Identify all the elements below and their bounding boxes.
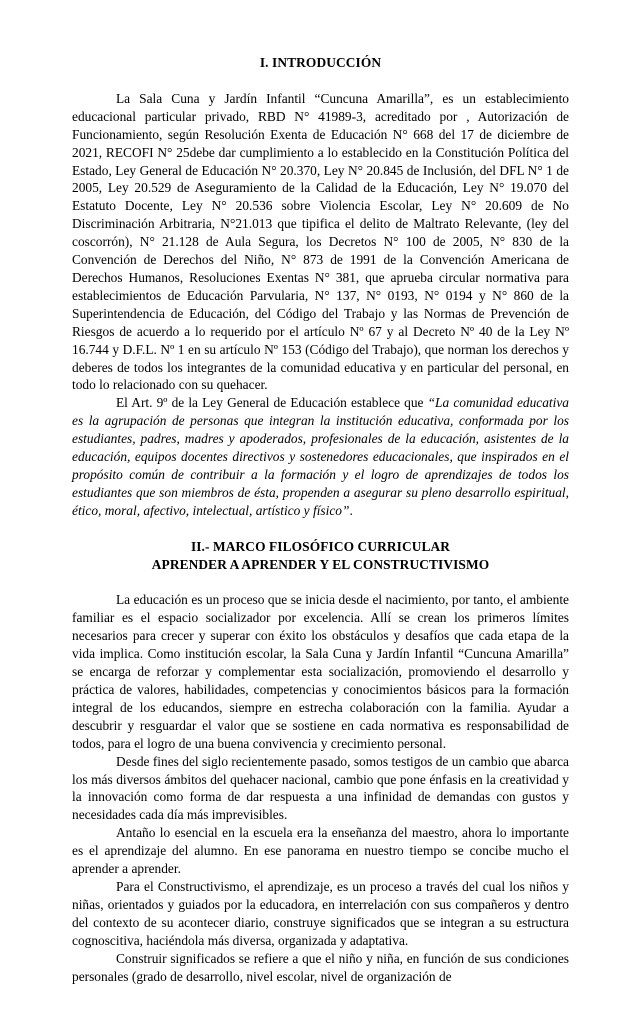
intro-paragraph-2-quote: “La comunidad educativa es la agrupación de personas que integran la institución educativa, conformada por los estudiantes, padres, madres y apoderados, profesionales de la educación, asistentes de la educación, equipos docentes directivos y sostenedores educacionales, que inspirados en el propósito común de contribuir a la formación y el logro de aprendizajes de todos los estudiantes que son miembros de ésta, propenden a asegurar su pleno desarrollo espiritual, ético, moral, afectivo, intelectual, artístico y físico”: [72, 395, 570, 518]
marco-paragraph-1: La educación es un proceso que se inicia desde el nacimiento, por tanto, el ambiente familiar es el espacio socializador por excelencia. Allí se crean los primeros límites necesarios para crecer y superar con éxito los obstáculos y desafíos que cada etapa de la vida implica. Como institución escolar, la Sala Cuna y Jardín Infantil “Cuncuna Amarilla” se encarga de reforzar y complementar esta socialización, promoviendo el desarrollo y práctica de valores, habilidades, competencias y conocimientos básicos para la formación integral de los educandos, siempre en estrecha colaboración con la familia. Ayudar a descubrir y resguardar el valor que se sostiene en cada normativa es responsabilidad de todos, para el logro de una buena convivencia y crecimiento personal.: [72, 592, 569, 751]
document-page: [72, 54, 569, 985]
marco-paragraph-2: Desde fines del siglo recientemente pasado, somos testigos de un cambio que abarca los más diversos ámbitos del quehacer nacional, cambio que pone énfasis en la creatividad y la innovación como forma de dar respuesta a una infinidad de demandas con gustos y necesidades cada día más imprevisibles.: [72, 753, 569, 823]
section-subtitle-constructivismo: APRENDER A APRENDER Y EL CONSTRUCTIVISMO: [151, 556, 490, 572]
section-marco-filosofico: [72, 538, 569, 986]
intro-paragraph-2-lead: El Art. 9º de la Ley General de Educación establece que: [116, 395, 428, 411]
intro-paragraph-2: [72, 394, 569, 519]
section-title-introduccion: I. INTRODUCCIÓN: [259, 55, 382, 70]
section-title-marco: II.- MARCO FILOSÓFICO CURRICULAR: [190, 538, 451, 554]
intro-paragraph-1: La Sala Cuna y Jardín Infantil “Cuncuna Amarilla”, es un establecimiento educacional particular privado, RBD N° 41989-3, acreditado por , Autorización de Funcionamiento, según Resolución Exenta de Educación N° 668 del 17 de diciembre de 2021, RECOFI N° 25debe dar cumplimiento a lo establecido en la Constitución Política del Estado, Ley General de Educación N° 20.370, Ley N° 20.845 de Inclusión, del DFL N° 1 de 2005, Ley 20.529 de Aseguramiento de la Calidad de la Educación, Ley N° 19.070 del Estatuto Docente, Ley N° 20.536 sobre Violencia Escolar, Ley N° 20.609 de No Discriminación Arbitraria, N°21.013 que tipifica el delito de Maltrato Relevante, (ley del coscorrón), N° 21.128 de Aula Segura, los Decretos N° 100 de 2005, N° 830 de la Convención de Derechos del Niño, N° 873 de 1991 de la Convención Americana de Derechos Humanos, Resoluciones Exentas N° 381, que aprueba circular normativa para establecimientos de Educación Parvularia, N° 137, N° 0193, N° 0194 y N° 860 de la Superintendencia de Educación, del Código del Trabajo y las Normas de Prevención de Riesgos de acuerdo a lo requerido por el artículo Nº 67 y al Decreto Nº 40 de la Ley Nº 16.744 y D.F.L. Nº 1 en su artículo Nº 153 (Código del Trabajo), que norman los derechos y deberes de todos los integrantes de la comunidad educativa y en particular del personal, en todo lo relacionado con su quehacer.: [72, 90, 569, 393]
marco-paragraph-5: Construir significados se refiere a que el niño y niña, en función de sus condiciones personales (grado de desarrollo, nivel escolar, nivel de organización de: [72, 950, 569, 984]
marco-paragraph-4: Para el Constructivismo, el aprendizaje, es un proceso a través del cual los niños y niñas, orientados y guiados por la educadora, en interrelación con sus compañeros y dentro del contexto de su acontecer diario, construye significados que se integran a su estructura cognoscitiva, haciéndola más diversa, organizada y adaptativa.: [72, 878, 569, 948]
marco-paragraph-3: Antaño lo esencial en la escuela era la enseñanza del maestro, ahora lo importante es el aprendizaje del alumno. En ese panorama en nuestro tiempo se concibe mucho el aprender a aprender.: [72, 825, 569, 877]
intro-paragraph-2-end: .: [349, 502, 353, 518]
